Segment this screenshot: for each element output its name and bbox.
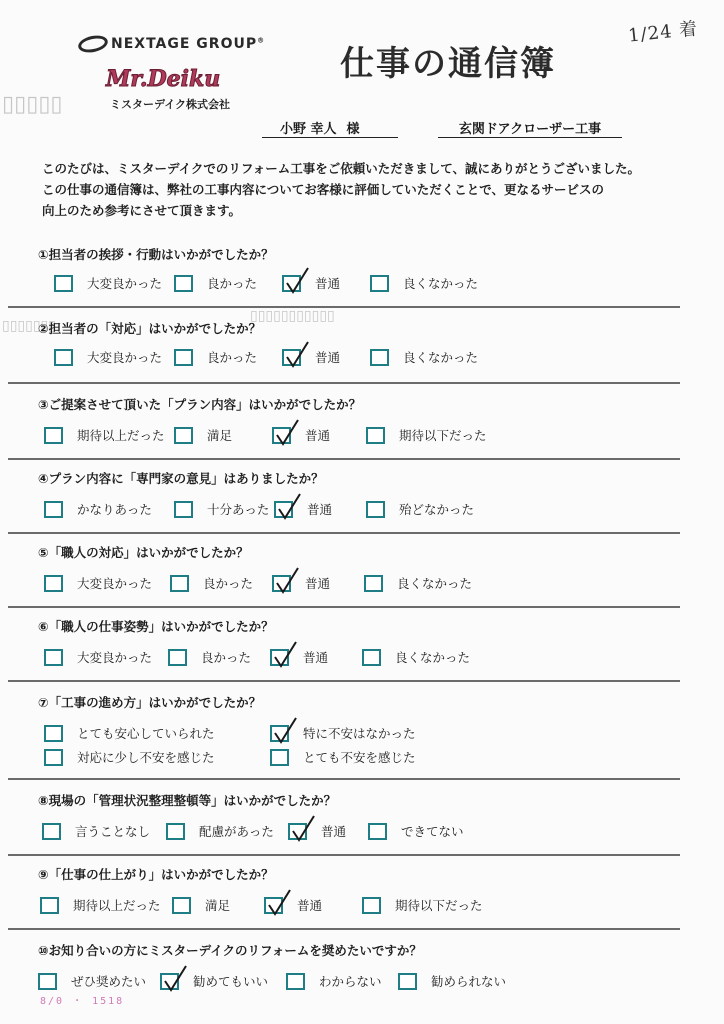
checkbox[interactable] <box>44 501 63 518</box>
options-row <box>36 712 686 774</box>
option-label: 特に不安はなかった <box>303 726 416 741</box>
intro-line-1: このたびは、ミスターデイクでのリフォーム工事をご依頼いただきまして、誠にありがとうございました。 <box>42 161 641 176</box>
option-3[interactable] <box>270 648 328 666</box>
checkbox[interactable] <box>362 649 381 666</box>
option-label: 普通 <box>321 824 347 839</box>
checkbox[interactable] <box>364 575 383 592</box>
option-label: 普通 <box>315 276 341 291</box>
checkbox[interactable] <box>170 575 189 592</box>
option-4[interactable] <box>398 972 506 990</box>
options-row <box>36 414 686 458</box>
option-label: 大変良かった <box>87 350 163 365</box>
option-1[interactable] <box>42 822 150 840</box>
nextage-logo <box>78 36 265 52</box>
nextage-brand-text: NEXTAGE GROUP <box>111 36 258 52</box>
honorific: 様 <box>346 122 360 137</box>
question-title: ⑨「仕事の仕上がり」はいかがでしたか？ <box>38 867 274 882</box>
option-2[interactable] <box>160 972 268 990</box>
divider <box>8 382 680 384</box>
options-row <box>36 338 686 382</box>
option-label: 期待以下だった <box>399 428 487 443</box>
option-2[interactable] <box>174 348 257 366</box>
nextage-ring-icon <box>77 33 110 55</box>
checkbox[interactable] <box>44 649 63 666</box>
question-title: ①担当者の挨拶・行動はいかがでしたか？ <box>38 247 274 262</box>
checkbox[interactable] <box>274 501 293 518</box>
checkbox[interactable] <box>272 575 291 592</box>
divider <box>8 778 680 780</box>
checkbox[interactable] <box>38 973 57 990</box>
option-label: 良かった <box>207 350 258 365</box>
checkbox[interactable] <box>168 649 187 666</box>
question-6 <box>36 618 686 680</box>
option-2[interactable] <box>172 896 230 914</box>
option-label: 期待以上だった <box>77 428 165 443</box>
option-1[interactable] <box>54 274 162 292</box>
checkbox[interactable] <box>366 427 385 444</box>
option-4[interactable] <box>370 274 478 292</box>
option-2[interactable] <box>166 822 274 840</box>
checkmark-icon <box>266 889 296 919</box>
checkmark-icon <box>290 815 320 845</box>
checkbox[interactable] <box>54 349 73 366</box>
checkmark-icon <box>272 717 302 747</box>
mr-deiku-logo: Mr.Deiku <box>106 66 221 92</box>
question-1 <box>36 246 686 308</box>
option-label: 普通 <box>305 428 331 443</box>
checkbox[interactable] <box>174 427 193 444</box>
option-label: 良くなかった <box>397 576 473 591</box>
customer-name: 小野 幸人 <box>280 122 337 137</box>
intro-line-3: 向上のため参考にさせて頂きます。 <box>42 203 242 218</box>
option-3[interactable] <box>272 426 330 444</box>
option-label: できてない <box>401 824 464 839</box>
option-label: 普通 <box>303 650 329 665</box>
question-8 <box>36 792 686 854</box>
checkbox[interactable] <box>40 897 59 914</box>
option-2[interactable] <box>174 426 232 444</box>
checkbox[interactable] <box>282 275 301 292</box>
checkmark-icon <box>274 567 304 597</box>
checkbox[interactable] <box>44 749 63 766</box>
checkbox[interactable] <box>166 823 185 840</box>
option-label: 十分あった <box>207 502 270 517</box>
option-4[interactable] <box>364 574 472 592</box>
option-label: 期待以上だった <box>73 898 161 913</box>
option-label: 大変良かった <box>77 576 153 591</box>
option-label: とても安心していられた <box>77 726 215 741</box>
customer-name-field <box>262 118 398 138</box>
option-3[interactable] <box>264 896 322 914</box>
options-row <box>36 562 686 606</box>
option-4[interactable] <box>368 822 464 840</box>
checkbox[interactable] <box>398 973 417 990</box>
option-2[interactable] <box>168 648 251 666</box>
option-2[interactable] <box>270 724 416 742</box>
option-1[interactable] <box>40 896 161 914</box>
option-label: かなりあった <box>77 502 152 517</box>
option-3[interactable] <box>282 348 340 366</box>
question-2 <box>36 320 686 382</box>
question-7 <box>36 694 686 774</box>
checkbox[interactable] <box>44 575 63 592</box>
option-label: 殆どなかった <box>399 502 475 517</box>
option-label: 良くなかった <box>403 276 479 291</box>
option-2[interactable] <box>174 500 269 518</box>
option-3[interactable] <box>282 274 340 292</box>
checkbox[interactable] <box>288 823 307 840</box>
work-name-field: 玄関ドアクローザー工事 <box>438 118 622 138</box>
checkmark-icon <box>276 493 306 523</box>
divider <box>8 306 680 308</box>
option-1[interactable] <box>44 648 152 666</box>
checkbox[interactable] <box>362 897 381 914</box>
option-label: 良くなかった <box>395 650 471 665</box>
bleed-through-artifact: ▯▯▯▯▯▯▯▯▯▯▯ <box>250 308 335 324</box>
question-title: ⑧現場の「管理状況整理整頓等」はいかがでしたか？ <box>38 793 337 808</box>
checkmark-icon <box>284 341 314 371</box>
divider <box>8 458 680 460</box>
question-title: ⑥「職人の仕事姿勢」はいかがでしたか？ <box>38 619 274 634</box>
option-4[interactable] <box>362 648 470 666</box>
intro-line-2: この仕事の通信簿は、弊社の工事内容についてお客様に評価していただくことで、更なるサービスの <box>42 182 605 197</box>
divider <box>8 928 680 930</box>
option-4[interactable] <box>366 426 487 444</box>
option-2[interactable] <box>174 274 257 292</box>
option-label: 配慮があった <box>199 824 274 839</box>
question-3 <box>36 396 686 458</box>
registered-mark: ® <box>257 36 266 45</box>
option-label: 期待以下だった <box>395 898 483 913</box>
option-label: 普通 <box>305 576 331 591</box>
option-label: ぜひ奨めたい <box>71 974 147 989</box>
option-label: 満足 <box>205 898 231 913</box>
checkbox[interactable] <box>286 973 305 990</box>
question-title: ②担当者の「対応」はいかがでしたか？ <box>38 321 262 336</box>
option-1[interactable] <box>44 724 215 742</box>
option-label: 勧められない <box>431 974 507 989</box>
received-date: 1/24 着 <box>627 18 700 47</box>
option-1[interactable] <box>44 426 165 444</box>
option-3[interactable] <box>286 972 382 990</box>
checkbox[interactable] <box>270 725 289 742</box>
checkbox[interactable] <box>44 725 63 742</box>
question-title: ⑦「工事の進め方」はいかがでしたか？ <box>38 695 262 710</box>
received-stamp: 8/0 ・ 1518 <box>40 996 125 1007</box>
page-title: 仕事の通信簿 <box>340 44 556 84</box>
option-label: 良かった <box>207 276 258 291</box>
options-row <box>36 810 686 854</box>
option-label: 対応に少し不安を感じた <box>77 750 215 765</box>
option-1[interactable] <box>44 500 152 518</box>
checkbox[interactable] <box>368 823 387 840</box>
checkmark-icon <box>284 267 314 297</box>
checkbox[interactable] <box>160 973 179 990</box>
option-4[interactable] <box>270 748 416 766</box>
checkbox[interactable] <box>282 349 301 366</box>
checkbox[interactable] <box>366 501 385 518</box>
question-5 <box>36 544 686 606</box>
intro-text <box>42 158 642 221</box>
checkbox[interactable] <box>272 427 291 444</box>
checkmark-icon <box>162 965 192 995</box>
checkbox[interactable] <box>370 275 389 292</box>
option-4[interactable] <box>366 500 474 518</box>
question-title: ④プラン内容に「専門家の意見」はありましたか？ <box>38 471 324 486</box>
options-row <box>36 960 686 1004</box>
option-4[interactable] <box>362 896 483 914</box>
checkbox[interactable] <box>54 275 73 292</box>
option-label: 良かった <box>201 650 252 665</box>
option-label: 満足 <box>207 428 233 443</box>
option-label: 良かった <box>203 576 254 591</box>
options-row <box>36 264 686 308</box>
divider <box>8 606 680 608</box>
options-row <box>36 636 686 680</box>
option-4[interactable] <box>370 348 478 366</box>
divider <box>8 532 680 534</box>
option-label: 大変良かった <box>87 276 163 291</box>
option-3[interactable] <box>272 574 330 592</box>
option-label: 大変良かった <box>77 650 153 665</box>
option-3[interactable] <box>274 500 332 518</box>
options-row <box>36 488 686 532</box>
checkbox[interactable] <box>44 427 63 444</box>
question-title: ⑩お知り合いの方にミスターデイクのリフォームを奨めたいですか？ <box>38 943 422 958</box>
option-1[interactable] <box>44 574 152 592</box>
bleed-through-artifact: ▯▯▯▯▯ <box>2 92 63 117</box>
option-1[interactable] <box>38 972 146 990</box>
company-name: ミスターデイク株式会社 <box>110 98 231 111</box>
option-3[interactable] <box>44 748 215 766</box>
checkbox[interactable] <box>264 897 283 914</box>
checkmark-icon <box>274 419 304 449</box>
question-4 <box>36 470 686 532</box>
option-label: 勧めてもいい <box>193 974 269 989</box>
question-title: ⑤「職人の対応」はいかがでしたか？ <box>38 545 249 560</box>
option-2[interactable] <box>170 574 253 592</box>
checkbox[interactable] <box>174 501 193 518</box>
question-10 <box>36 942 686 1004</box>
question-title: ③ご提案させて頂いた「プラン内容」はいかがでしたか？ <box>38 397 362 412</box>
divider <box>8 854 680 856</box>
checkbox[interactable] <box>172 897 191 914</box>
option-label: とても不安を感じた <box>303 750 416 765</box>
checkbox[interactable] <box>174 275 193 292</box>
option-label: わからない <box>319 974 382 989</box>
question-9 <box>36 866 686 928</box>
option-3[interactable] <box>288 822 346 840</box>
option-label: 言うことなし <box>75 824 151 839</box>
option-1[interactable] <box>54 348 162 366</box>
checkbox[interactable] <box>370 349 389 366</box>
option-label: 普通 <box>297 898 323 913</box>
option-label: 普通 <box>307 502 333 517</box>
bleed-through-artifact: ▯▯▯▯▯▯▯ <box>2 318 56 334</box>
checkbox[interactable] <box>42 823 61 840</box>
checkbox[interactable] <box>174 349 193 366</box>
option-label: 良くなかった <box>403 350 479 365</box>
divider <box>8 680 680 682</box>
checkmark-icon <box>272 641 302 671</box>
checkbox[interactable] <box>270 749 289 766</box>
checkbox[interactable] <box>270 649 289 666</box>
option-label: 普通 <box>315 350 341 365</box>
options-row <box>36 884 686 928</box>
